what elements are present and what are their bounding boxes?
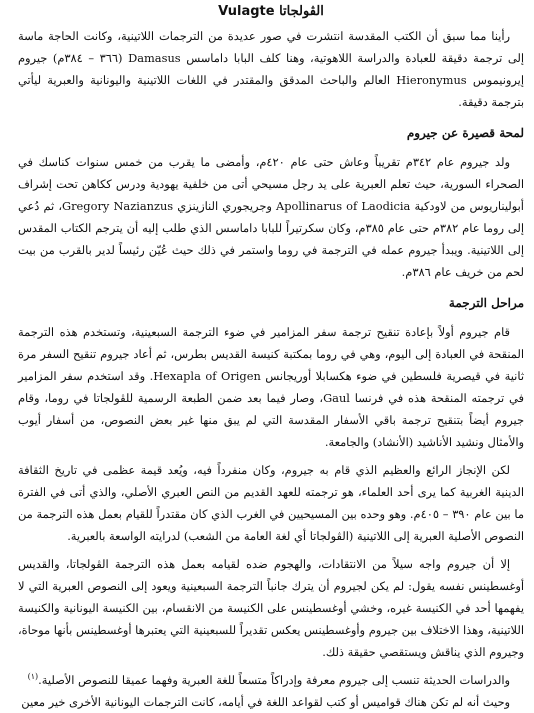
intro-paragraph: رأينا مما سبق أن الكتب المقدسة انتشرت في صور عديدة من الترجمات اللاتينية، وكانت الحاجة ماسة إلى ترجمة دقيقة للعبادة والدراسة اللاهوتية، وهنا كلف البابا داماسس Damasus (٣٦٦ – ٣٨٤م) جيروم إيرونيموس Hieronymus العالم والباحث المدقق والمقتدر في اللغات اللاتينية واليونانية والعبرية ليأتي بترجمة دقيقة. [18,29,525,109]
criticism-paragraph: إلا أن جيروم واجه سيلاً من الانتقادات، والهجوم ضده لقيامه بعمل هذه الترجمة الڤولجاتا، والقديس أوغسطينس نفسه يقول: لم يكن لجيروم أن يترك جانباً الترجمة السبعينية ويعود إلى النصوص العبرية التي لا يفهمها أحد في الكنيسة غيره، وخشي أوغسطينس على الكنيسة من الانقسام، بين الكنيسة اليونانية والكنيسة اللاتينية، وهذا الاختلاف بين جيروم وأوغسطينس يعكس تقديراً للسبعينية التي يعتبرها أوغسطينس بأنها موحاة، وجيروم الذي يناقش ويستقصي حقيقة ذلك. [18,557,524,659]
page-title [18,4,524,19]
footnote-marker: (١) [27,672,39,682]
closing-paragraph: وحيث أنه لم تكن هناك قواميس أو كتب لقواعد اللغة في أيامه، كانت الترجمات اليونانية الأخرى خير معين [21,695,510,709]
achievement-paragraph: لكن الإنجاز الرائع والعظيم الذي قام به جيروم، وكان منفرداً فيه، ويُعد قيمة عظمى في تاريخ الثقافة الدينية الغربية كما يرى أحد العلماء، هو ترجمته للعهد القديم من النص العبري الأصلي، والذي أتى في الفترة ما بين عام ٣٩٠ – ٤٠٥م. وهو وحده بين المسيحيين في الغرب الذي كان مقتدراً للقيام بعمل هذه الترجمة من النصوص الأصلية العبرية إلى اللاتينية (الڤولجاتا أي لغة العامة من الشعب) لدرايته الواسعة بالعبرية. [18,463,524,543]
section-heading-stages: مراحل الترجمة [448,296,524,310]
document-page [18,4,524,713]
title-latin: Vulagte [218,4,275,19]
modern-studies-text: والدراسات الحديثة تنسب إلى جيروم معرفة وإدراكاً متسعاً للغة العبرية وفهما عميقا للنصوص الأصلية. [38,673,510,687]
section-heading-bio: لمحة قصيرة عن جيروم [406,126,524,140]
stages-paragraph: قام جيروم أولاً بإعادة تنقيح ترجمة سفر المزامير في ضوء الترجمة السبعينية، وتستخدم هذه الترجمة المنقحة في العبادة إلى اليوم، وهي في روما بمكتبة كنيسة القديس بطرس، ثم أعاد جيروم تنقيح السفر مرة ثانية في قيصرية فلسطين في ضوء هكسابلا أوريجانس Hexapla of Origen. وقد استخدم سفر المزامير في ترجمته المنقحة هذه في فرنسا Gaul، وصار فيما بعد ضمن الطبعة الرسمية للڤولجاتا في روما، وقام جيروم أيضاً بتنقيح ترجمة باقي الأسفار المقدسة التي لم يبق منها غير بعض النصوص، من أسفار أيوب والأمثال ونشيد الأناشيد (الأنشاد) والجامعة. [18,325,524,449]
modern-studies-paragraph [18,669,524,691]
title-arabic: الڤولجاتا [279,4,324,19]
bio-paragraph: ولد جيروم عام ٣٤٢م تقريباً وعاش حتى عام ٤٢٠م، وأمضى ما يقرب من خمس سنوات كناسك في الصحراء السورية، حيث تعلم العبرية على يد رجل مسيحي أتى من خلفية يهودية ودرس ككاهن تحت إشراف أبوليناريوس من لاودكية Apollinarus of Laodicia وجريجوري النازينزي Gregory Nazianzus، ثم دُعي إلى روما عام ٣٨٢م حتى عام ٣٨٥م، وكان سكرتيراً للبابا داماسس الذي طلب إليه أن يترجم الكتاب المقدس إلى اللاتينية. ويبدأ جيروم عمله في الترجمة في روما واستمر في ذلك حيث عُيّن رئيساً لدير بالقرب من بيت لحم من خريف عام ٣٨٦م. [18,155,524,279]
